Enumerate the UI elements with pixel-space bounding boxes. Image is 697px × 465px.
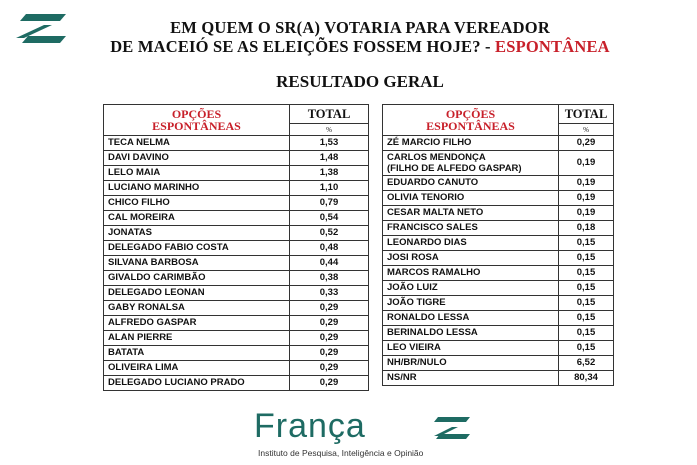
footer-tagline: Instituto de Pesquisa, Inteligência e Opinião (258, 448, 424, 458)
candidate-name-text: LEONARDO DIAS (387, 237, 467, 248)
percent-value: 0,48 (290, 241, 369, 256)
table-row (104, 226, 369, 241)
footer-brand: França (254, 407, 366, 445)
candidate-name (383, 281, 559, 296)
candidate-name (104, 211, 290, 226)
table-row (383, 251, 614, 266)
table-row (383, 341, 614, 356)
percent-value: 0,29 (290, 376, 369, 391)
percent-value: 0,33 (290, 286, 369, 301)
candidate-name-text: CHICO FILHO (108, 197, 170, 208)
table-row (104, 181, 369, 196)
options-header-line2: ESPONTÂNEAS (426, 119, 515, 133)
candidate-name-text: LELO MAIA (108, 167, 161, 178)
candidate-name (383, 206, 559, 221)
table-row (104, 316, 369, 331)
options-header-line1: OPÇÕES (445, 107, 496, 121)
percent-value: 0,15 (559, 236, 614, 251)
candidate-name-text: ALAN PIERRE (108, 332, 173, 343)
options-header-line1: OPÇÕES (171, 107, 222, 121)
candidate-name-text: DELEGADO FABIO COSTA (108, 242, 229, 253)
percent-value: 6,52 (559, 356, 614, 371)
candidate-name (104, 136, 290, 151)
table-row (383, 311, 614, 326)
percent-value: 1,53 (290, 136, 369, 151)
percent-value: 0,19 (559, 206, 614, 221)
candidate-name-text: CARLOS MENDONÇA (387, 152, 486, 163)
percent-value: 0,19 (559, 191, 614, 206)
table-row (104, 166, 369, 181)
percent-value: 0,19 (559, 176, 614, 191)
candidate-name-text: DELEGADO LEONAN (108, 287, 205, 298)
page-subtitle: RESULTADO GERAL (276, 72, 444, 91)
candidate-name-text: ZÉ MARCIO FILHO (387, 137, 472, 148)
candidate-name-text: GIVALDO CARIMBÃO (108, 272, 206, 283)
candidate-name (383, 176, 559, 191)
candidate-name-text: NS/NR (387, 372, 417, 383)
percent-value: 0,15 (559, 311, 614, 326)
candidate-name (104, 241, 290, 256)
table-row (383, 136, 614, 151)
results-table-left (103, 104, 369, 391)
percent-header: % (290, 124, 369, 136)
table-row (383, 151, 614, 176)
candidate-name-text: BERINALDO LESSA (387, 327, 478, 338)
candidate-name-text: BATATA (108, 347, 145, 358)
table-row (104, 286, 369, 301)
candidate-name-text: JOÃO TIGRE (387, 297, 446, 308)
candidate-name (383, 251, 559, 266)
percent-value: 0,15 (559, 266, 614, 281)
candidate-name (104, 286, 290, 301)
candidate-name (383, 191, 559, 206)
candidate-name (104, 376, 290, 391)
percent-value: 1,48 (290, 151, 369, 166)
percent-value: 0,29 (290, 331, 369, 346)
percent-value: 0,54 (290, 211, 369, 226)
table-row (104, 301, 369, 316)
options-header (104, 105, 290, 136)
candidate-name (383, 341, 559, 356)
page-title-line1: EM QUEM O SR(A) VOTARIA PARA VEREADOR (170, 18, 550, 37)
table-row (104, 271, 369, 286)
table-row (104, 376, 369, 391)
percent-value: 0,44 (290, 256, 369, 271)
percent-value: 0,18 (559, 221, 614, 236)
candidate-name-text: SILVANA BARBOSA (108, 257, 199, 268)
total-header: TOTAL (290, 105, 369, 124)
percent-value: 0,15 (559, 281, 614, 296)
candidate-name-text: CESAR MALTA NETO (387, 207, 484, 218)
candidate-name-text: EDUARDO CANUTO (387, 177, 479, 188)
candidate-name (104, 271, 290, 286)
table-row (383, 266, 614, 281)
candidate-name (383, 151, 559, 176)
table-row (104, 256, 369, 271)
candidate-name-text: JOÃO LUIZ (387, 282, 438, 293)
table-row (383, 236, 614, 251)
percent-value: 1,10 (290, 181, 369, 196)
options-header (383, 105, 559, 136)
table-row (383, 296, 614, 311)
table-row (383, 176, 614, 191)
percent-value: 0,15 (559, 251, 614, 266)
table-row (104, 346, 369, 361)
percent-value: 0,79 (290, 196, 369, 211)
table-row (383, 206, 614, 221)
candidate-name (383, 266, 559, 281)
candidate-name-text: OLIVEIRA LIMA (108, 362, 179, 373)
candidate-name (104, 151, 290, 166)
candidate-name-text: CAL MOREIRA (108, 212, 175, 223)
candidate-name-note: (FILHO DE ALFEDO GASPAR) (387, 163, 522, 174)
table-row (104, 211, 369, 226)
percent-value: 0,29 (290, 316, 369, 331)
candidate-name-text: FRANCISCO SALES (387, 222, 478, 233)
candidate-name-text: MARCOS RAMALHO (387, 267, 481, 278)
title-highlight-text: ESPONTÂNEA (495, 37, 610, 56)
candidate-name (104, 346, 290, 361)
candidate-name (383, 371, 559, 386)
percent-value: 0,52 (290, 226, 369, 241)
table-row (104, 136, 369, 151)
percent-value: 0,29 (290, 361, 369, 376)
candidate-name-text: ALFREDO GASPAR (108, 317, 197, 328)
percent-value: 0,38 (290, 271, 369, 286)
table-row (383, 371, 614, 386)
percent-value: 1,38 (290, 166, 369, 181)
total-header: TOTAL (559, 105, 614, 124)
percent-value: 0,29 (290, 346, 369, 361)
candidate-name-text: LUCIANO MARINHO (108, 182, 200, 193)
table-row (383, 281, 614, 296)
candidate-name (383, 236, 559, 251)
candidate-name (104, 166, 290, 181)
candidate-name (104, 226, 290, 241)
candidate-name (383, 311, 559, 326)
page-title-line2 (80, 37, 640, 57)
percent-value: 0,29 (559, 136, 614, 151)
candidate-name (383, 296, 559, 311)
results-table-right (382, 104, 614, 386)
percent-value: 80,34 (559, 371, 614, 386)
table-row (383, 356, 614, 371)
candidate-name-text: NH/BR/NULO (387, 357, 447, 368)
candidate-name-text: GABY RONALSA (108, 302, 185, 313)
candidate-name-text: OLIVIA TENORIO (387, 192, 465, 203)
percent-header: % (559, 124, 614, 136)
candidate-name (383, 356, 559, 371)
percent-value: 0,19 (559, 151, 614, 176)
table-row (383, 221, 614, 236)
candidate-name (104, 316, 290, 331)
candidate-name (383, 326, 559, 341)
candidate-name (104, 361, 290, 376)
franca-logo-icon (14, 8, 68, 48)
candidate-name (383, 221, 559, 236)
franca-mark-icon (432, 414, 472, 442)
percent-value: 0,15 (559, 296, 614, 311)
candidate-name (104, 196, 290, 211)
candidate-name-text: JOSI ROSA (387, 252, 439, 263)
candidate-name (104, 256, 290, 271)
percent-value: 0,29 (290, 301, 369, 316)
candidate-name (104, 331, 290, 346)
candidate-name (104, 181, 290, 196)
options-header-line2: ESPONTÂNEAS (152, 119, 241, 133)
table-row (383, 191, 614, 206)
candidate-name-text: LEO VIEIRA (387, 342, 441, 353)
table-row (104, 196, 369, 211)
candidate-name-text: TECA NELMA (108, 137, 170, 148)
candidate-name-text: JONATAS (108, 227, 152, 238)
table-row (383, 326, 614, 341)
percent-value: 0,15 (559, 326, 614, 341)
candidate-name (383, 136, 559, 151)
candidate-name (104, 301, 290, 316)
percent-value: 0,15 (559, 341, 614, 356)
table-row (104, 241, 369, 256)
candidate-name-text: DELEGADO LUCIANO PRADO (108, 377, 245, 388)
candidate-name-text: DAVI DAVINO (108, 152, 169, 163)
table-row (104, 331, 369, 346)
candidate-name-text: RONALDO LESSA (387, 312, 470, 323)
table-row (104, 151, 369, 166)
title-main-text: DE MACEIÓ SE AS ELEIÇÕES FOSSEM HOJE? - (110, 37, 491, 56)
table-row (104, 361, 369, 376)
